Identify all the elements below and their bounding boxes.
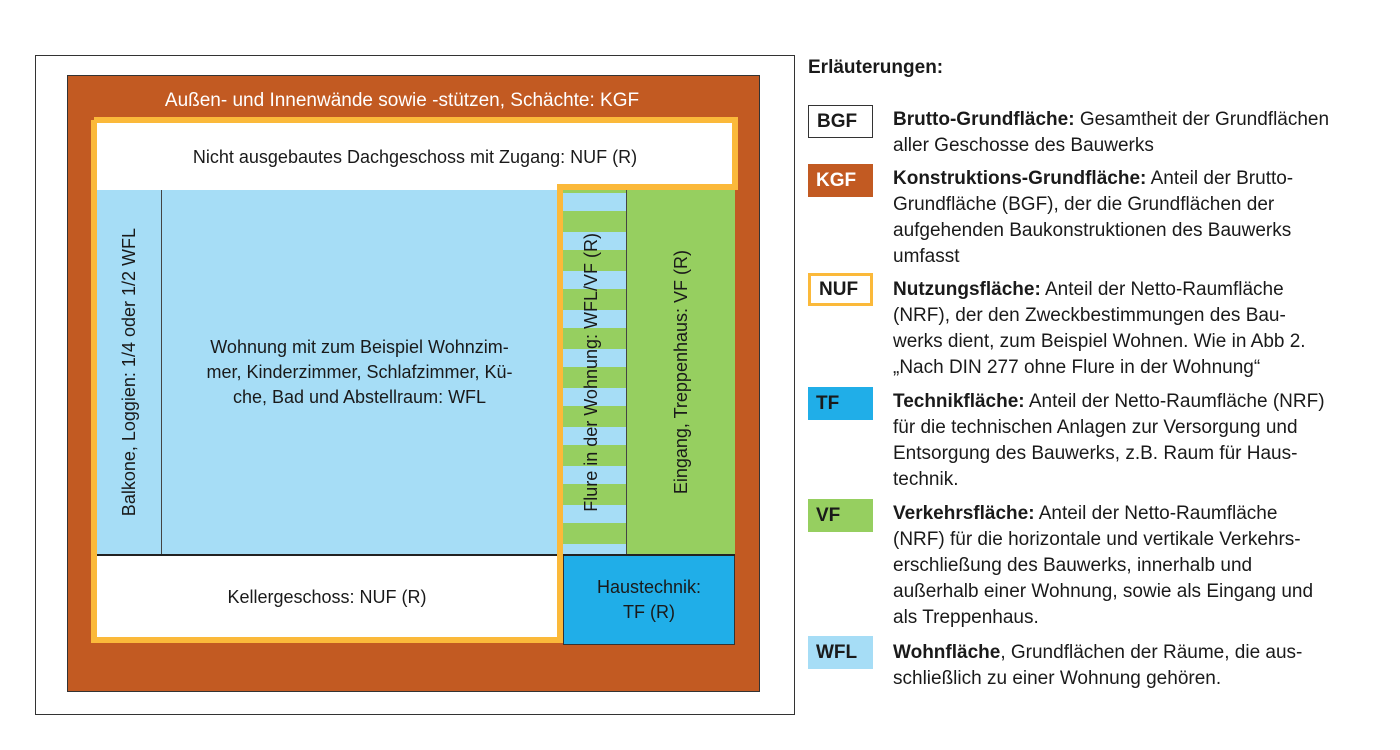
legend-text-vf: [893, 501, 1383, 631]
legend-text-wfl: [893, 640, 1383, 692]
legend-text-bgf: [893, 107, 1383, 159]
legend-line: Gesamtheit der Grundflächen: [1074, 109, 1330, 130]
hallway-label: Flure in der Wohnung: WFL/VF (R): [581, 233, 601, 512]
legend-line: Entsorgung des Bauwerks, z.B. Raum für Haus-: [893, 443, 1298, 464]
legend-text-tf: [893, 389, 1383, 493]
legend-term: Wohnfläche: [893, 642, 1001, 663]
legend-line: außerhalb einer Wohnung, sowie als Eingang und: [893, 581, 1314, 602]
legend-term: Verkehrsfläche:: [893, 503, 1035, 524]
technical-label-line: TF (R): [623, 602, 675, 622]
legend-title: Erläuterungen:: [808, 57, 944, 78]
legend-line: technik.: [893, 469, 959, 490]
legend-line: aufgehenden Baukonstruktionen des Bauwerks: [893, 220, 1292, 241]
stairs-label: Eingang, Treppenhaus: VF (R): [670, 250, 691, 495]
legend-line: (NRF), der den Zweckbestimmungen des Bau-: [893, 305, 1286, 326]
legend-line: , Grundflächen der Räume, die aus-: [1000, 642, 1303, 663]
legend-swatch-nuf: NUF: [808, 273, 873, 306]
legend-swatch-bgf: BGF: [808, 105, 873, 138]
apartment-label-line: Wohnung mit zum Beispiel Wohnzim-: [210, 337, 509, 357]
legend-line: Anteil der Netto-Raumfläche: [1040, 279, 1284, 300]
legend-swatch-tf: TF: [808, 387, 873, 420]
walls-label: Außen- und Innenwände sowie -stützen, Schächte: KGF: [164, 89, 640, 111]
legend-line: (NRF) für die horizontale und vertikale Verkehrs-: [893, 529, 1301, 550]
legend-term: Konstruktions-Grundfläche:: [893, 168, 1147, 189]
attic-area: Nicht ausgebautes Dachgeschoss mit Zugang: NUF (R): [97, 123, 733, 191]
legend-swatch-kgf: KGF: [808, 164, 873, 197]
legend-line: Anteil der Netto-Raumfläche (NRF): [1024, 391, 1325, 412]
legend-line: für die technischen Anlagen zur Versorgung und: [893, 417, 1298, 438]
legend-line: als Treppenhaus.: [893, 607, 1039, 628]
legend-swatch-wfl: WFL: [808, 636, 873, 669]
legend-line: Anteil der Brutto-: [1146, 168, 1294, 189]
legend-text-nuf: [893, 277, 1383, 381]
technical-label-line: Haustechnik:: [596, 577, 702, 597]
legend-term: Brutto-Grundfläche:: [893, 109, 1075, 130]
legend-line: aller Geschosse des Bauwerks: [893, 135, 1154, 156]
legend-line: werks dient, zum Beispiel Wohnen. Wie in Abb 2.: [893, 331, 1306, 352]
apartment-label-line: che, Bad und Abstellraum: WFL: [232, 387, 487, 407]
legend-text-kgf: [893, 166, 1383, 270]
basement-area: Kellergeschoss: NUF (R): [97, 556, 557, 638]
legend-line: „Nach DIN 277 ohne Flure in der Wohnung“: [893, 357, 1261, 378]
apartment-label-line: mer, Kinderzimmer, Schlafzimmer, Kü-: [206, 362, 513, 382]
legend-term: Nutzungsfläche:: [893, 279, 1041, 300]
balcony-label: Balkone, Loggien: 1/4 oder 1/2 WFL: [118, 228, 139, 517]
legend-swatch-vf: VF: [808, 499, 873, 532]
legend-line: Anteil der Netto-Raumfläche: [1034, 503, 1278, 524]
legend-line: schließlich zu einer Wohnung gehören.: [893, 668, 1222, 689]
legend-line: Grundfläche (BGF), der die Grundflächen der: [893, 194, 1275, 215]
legend-line: umfasst: [893, 246, 960, 267]
legend-term: Technikfläche:: [893, 391, 1025, 412]
legend-line: erschließung des Bauwerks, innerhalb und: [893, 555, 1253, 576]
